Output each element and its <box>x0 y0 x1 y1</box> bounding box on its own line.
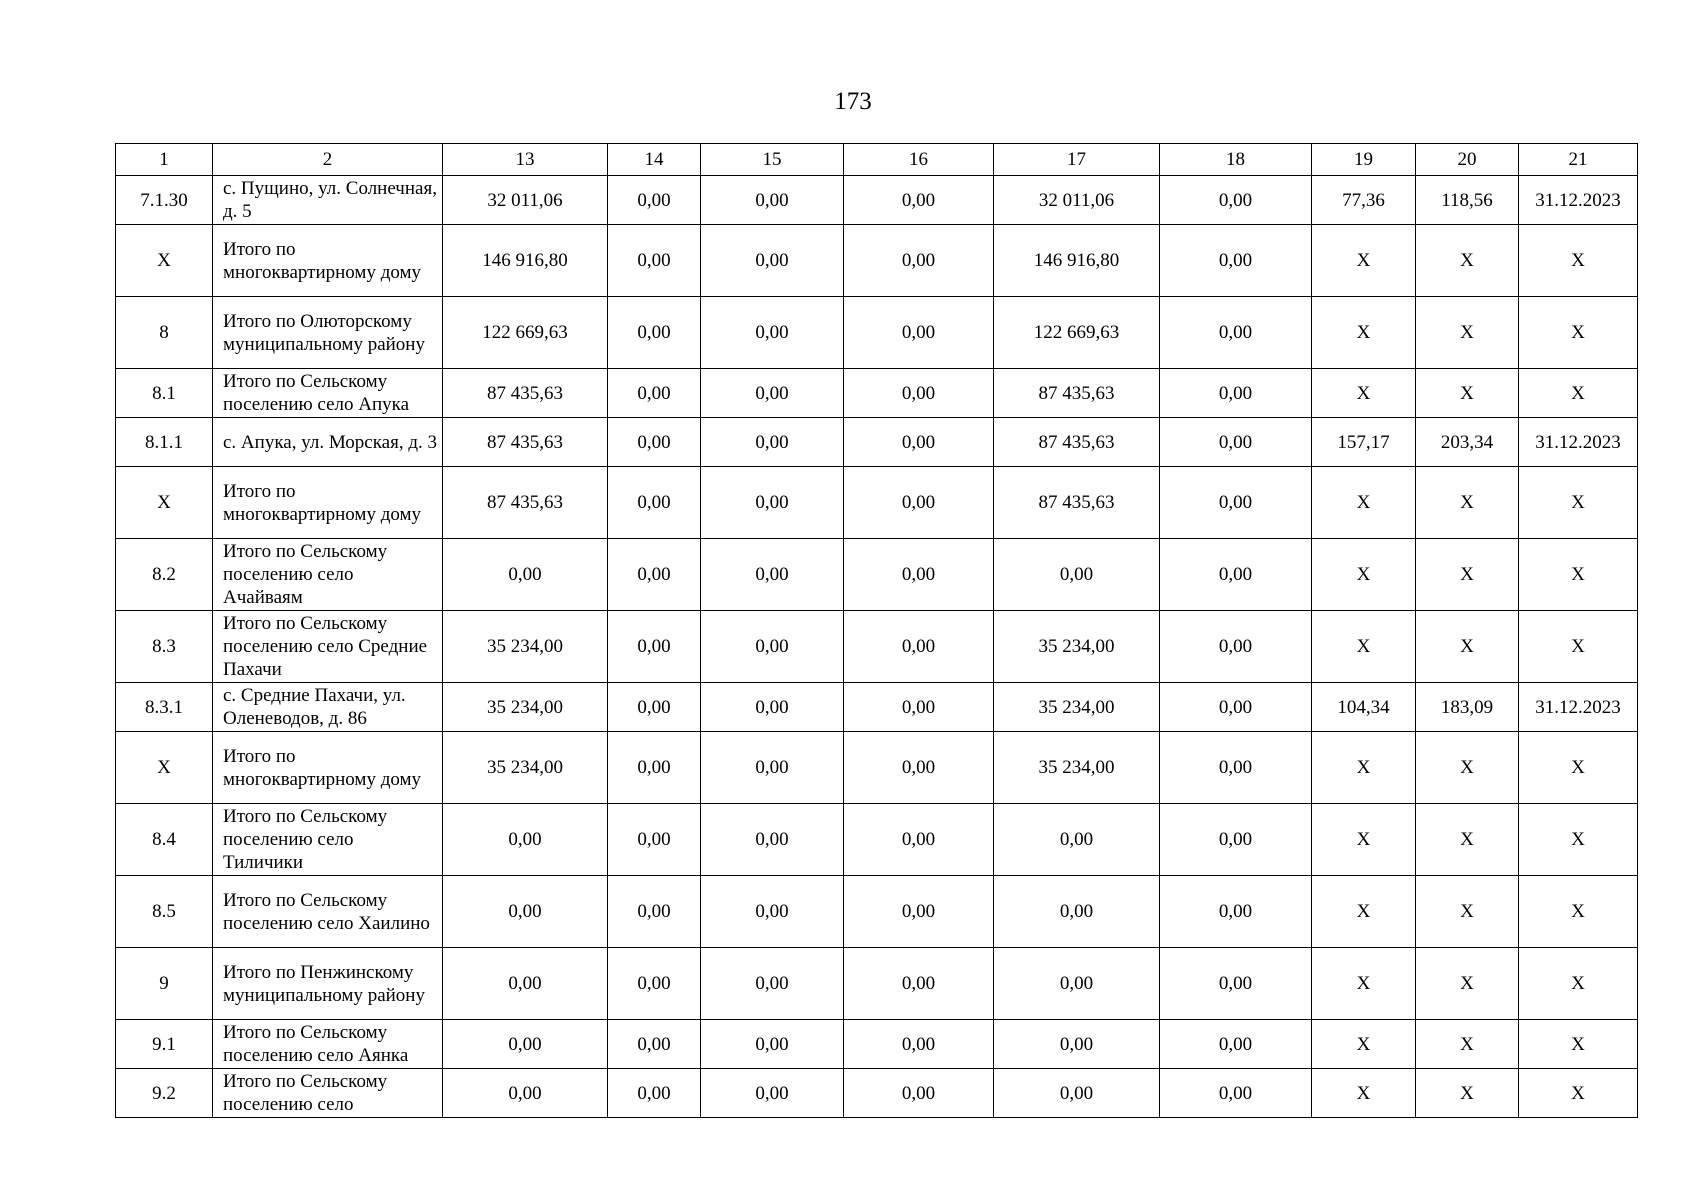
col-14-value: 0,00 <box>608 467 701 539</box>
table-row <box>116 876 1638 948</box>
header-row <box>116 144 1638 176</box>
col-20-value: X <box>1416 225 1519 297</box>
col-14-value: 0,00 <box>608 539 701 611</box>
col-13-value: 87 435,63 <box>443 418 608 467</box>
row-number: 9.2 <box>116 1069 213 1118</box>
col-18-value: 0,00 <box>1160 369 1312 418</box>
col-16-value: 0,00 <box>844 948 994 1020</box>
col-17-value: 0,00 <box>994 539 1160 611</box>
col-21-value: X <box>1519 611 1638 683</box>
col-13-value: 35 234,00 <box>443 611 608 683</box>
row-number: X <box>116 732 213 804</box>
col-18-value: 0,00 <box>1160 611 1312 683</box>
col-18-value: 0,00 <box>1160 1069 1312 1118</box>
col-19-value: X <box>1312 297 1416 369</box>
col-14-value: 0,00 <box>608 297 701 369</box>
col-15-value: 0,00 <box>701 418 844 467</box>
col-16-value: 0,00 <box>844 467 994 539</box>
col-20-value: X <box>1416 1020 1519 1069</box>
table-row <box>116 539 1638 611</box>
col-20-value: X <box>1416 467 1519 539</box>
col-20-value: X <box>1416 804 1519 876</box>
col-17-value: 146 916,80 <box>994 225 1160 297</box>
table-row <box>116 732 1638 804</box>
column-header: 16 <box>844 144 994 176</box>
col-17-value: 87 435,63 <box>994 467 1160 539</box>
col-16-value: 0,00 <box>844 297 994 369</box>
col-14-value: 0,00 <box>608 418 701 467</box>
col-13-value: 0,00 <box>443 539 608 611</box>
col-13-value: 0,00 <box>443 948 608 1020</box>
col-21-value: X <box>1519 467 1638 539</box>
col-19-value: X <box>1312 732 1416 804</box>
col-14-value: 0,00 <box>608 369 701 418</box>
col-18-value: 0,00 <box>1160 539 1312 611</box>
col-15-value: 0,00 <box>701 948 844 1020</box>
row-number: 8.3 <box>116 611 213 683</box>
table-row <box>116 369 1638 418</box>
col-14-value: 0,00 <box>608 1069 701 1118</box>
col-15-value: 0,00 <box>701 225 844 297</box>
table-row <box>116 683 1638 732</box>
col-15-value: 0,00 <box>701 176 844 225</box>
col-17-value: 0,00 <box>994 1020 1160 1069</box>
col-18-value: 0,00 <box>1160 297 1312 369</box>
col-20-value: X <box>1416 948 1519 1020</box>
col-20-value: X <box>1416 732 1519 804</box>
column-header: 19 <box>1312 144 1416 176</box>
col-13-value: 0,00 <box>443 1069 608 1118</box>
col-21-value: 31.12.2023 <box>1519 176 1638 225</box>
col-15-value: 0,00 <box>701 804 844 876</box>
row-number: 8 <box>116 297 213 369</box>
column-header: 2 <box>213 144 443 176</box>
col-18-value: 0,00 <box>1160 418 1312 467</box>
data-table <box>115 143 1638 1118</box>
col-17-value: 87 435,63 <box>994 418 1160 467</box>
row-number: 9 <box>116 948 213 1020</box>
col-19-value: X <box>1312 804 1416 876</box>
col-18-value: 0,00 <box>1160 225 1312 297</box>
col-20-value: X <box>1416 611 1519 683</box>
row-number: X <box>116 467 213 539</box>
col-20-value: X <box>1416 369 1519 418</box>
table-row <box>116 1069 1638 1118</box>
col-14-value: 0,00 <box>608 804 701 876</box>
col-20-value: 118,56 <box>1416 176 1519 225</box>
row-number: 9.1 <box>116 1020 213 1069</box>
col-18-value: 0,00 <box>1160 804 1312 876</box>
col-20-value: 183,09 <box>1416 683 1519 732</box>
col-17-value: 0,00 <box>994 1069 1160 1118</box>
table-body <box>116 144 1638 1118</box>
col-17-value: 0,00 <box>994 804 1160 876</box>
col-13-value: 87 435,63 <box>443 369 608 418</box>
col-18-value: 0,00 <box>1160 683 1312 732</box>
col-16-value: 0,00 <box>844 539 994 611</box>
col-17-value: 87 435,63 <box>994 369 1160 418</box>
col-21-value: X <box>1519 369 1638 418</box>
row-name: Итого по многоквартирному дому <box>213 467 443 539</box>
col-21-value: X <box>1519 225 1638 297</box>
col-18-value: 0,00 <box>1160 876 1312 948</box>
row-number: 8.4 <box>116 804 213 876</box>
col-15-value: 0,00 <box>701 1069 844 1118</box>
row-name: Итого по Пенжинскому муниципальному району <box>213 948 443 1020</box>
col-16-value: 0,00 <box>844 683 994 732</box>
row-name: Итого по Сельскому поселению село Апука <box>213 369 443 418</box>
row-name: Итого по Олюторскому муниципальному району <box>213 297 443 369</box>
col-19-value: X <box>1312 225 1416 297</box>
column-header: 1 <box>116 144 213 176</box>
col-14-value: 0,00 <box>608 225 701 297</box>
col-19-value: X <box>1312 539 1416 611</box>
row-name: с. Средние Пахачи, ул. Оленеводов, д. 86 <box>213 683 443 732</box>
col-13-value: 0,00 <box>443 876 608 948</box>
column-header: 15 <box>701 144 844 176</box>
table-row <box>116 804 1638 876</box>
col-15-value: 0,00 <box>701 683 844 732</box>
row-number: X <box>116 225 213 297</box>
col-15-value: 0,00 <box>701 467 844 539</box>
column-header: 18 <box>1160 144 1312 176</box>
col-19-value: X <box>1312 1069 1416 1118</box>
col-13-value: 35 234,00 <box>443 683 608 732</box>
col-15-value: 0,00 <box>701 539 844 611</box>
row-name: Итого по многоквартирному дому <box>213 225 443 297</box>
col-15-value: 0,00 <box>701 732 844 804</box>
col-21-value: X <box>1519 1020 1638 1069</box>
col-21-value: X <box>1519 876 1638 948</box>
col-17-value: 122 669,63 <box>994 297 1160 369</box>
table-row <box>116 297 1638 369</box>
row-name: Итого по Сельскому поселению село Тиличики <box>213 804 443 876</box>
col-19-value: X <box>1312 611 1416 683</box>
col-16-value: 0,00 <box>844 176 994 225</box>
col-21-value: X <box>1519 948 1638 1020</box>
col-14-value: 0,00 <box>608 611 701 683</box>
row-number: 8.1 <box>116 369 213 418</box>
table-row <box>116 418 1638 467</box>
col-13-value: 0,00 <box>443 1020 608 1069</box>
column-header: 13 <box>443 144 608 176</box>
col-13-value: 35 234,00 <box>443 732 608 804</box>
col-16-value: 0,00 <box>844 876 994 948</box>
col-16-value: 0,00 <box>844 1020 994 1069</box>
col-14-value: 0,00 <box>608 1020 701 1069</box>
col-18-value: 0,00 <box>1160 732 1312 804</box>
col-19-value: X <box>1312 369 1416 418</box>
row-number: 8.3.1 <box>116 683 213 732</box>
col-16-value: 0,00 <box>844 1069 994 1118</box>
row-name: Итого по Сельскому поселению село Средние Пахачи <box>213 611 443 683</box>
column-header: 14 <box>608 144 701 176</box>
col-16-value: 0,00 <box>844 418 994 467</box>
col-13-value: 87 435,63 <box>443 467 608 539</box>
col-14-value: 0,00 <box>608 948 701 1020</box>
col-21-value: X <box>1519 1069 1638 1118</box>
table-row <box>116 611 1638 683</box>
col-18-value: 0,00 <box>1160 948 1312 1020</box>
col-19-value: X <box>1312 948 1416 1020</box>
col-17-value: 35 234,00 <box>994 683 1160 732</box>
col-21-value: X <box>1519 539 1638 611</box>
row-name: Итого по Сельскому поселению село Ачайваям <box>213 539 443 611</box>
col-19-value: X <box>1312 876 1416 948</box>
column-header: 17 <box>994 144 1160 176</box>
col-20-value: X <box>1416 1069 1519 1118</box>
table-row <box>116 467 1638 539</box>
column-header: 21 <box>1519 144 1638 176</box>
page-number: 173 <box>834 88 872 115</box>
col-17-value: 0,00 <box>994 948 1160 1020</box>
col-17-value: 35 234,00 <box>994 611 1160 683</box>
col-20-value: X <box>1416 876 1519 948</box>
col-15-value: 0,00 <box>701 297 844 369</box>
col-15-value: 0,00 <box>701 369 844 418</box>
row-name: с. Апука, ул. Морская, д. 3 <box>213 418 443 467</box>
col-16-value: 0,00 <box>844 804 994 876</box>
col-21-value: X <box>1519 732 1638 804</box>
col-21-value: X <box>1519 297 1638 369</box>
col-13-value: 32 011,06 <box>443 176 608 225</box>
col-19-value: 104,34 <box>1312 683 1416 732</box>
col-14-value: 0,00 <box>608 732 701 804</box>
col-15-value: 0,00 <box>701 876 844 948</box>
row-number: 8.2 <box>116 539 213 611</box>
table-row <box>116 225 1638 297</box>
col-19-value: 77,36 <box>1312 176 1416 225</box>
col-21-value: 31.12.2023 <box>1519 418 1638 467</box>
col-16-value: 0,00 <box>844 732 994 804</box>
col-21-value: 31.12.2023 <box>1519 683 1638 732</box>
row-name: Итого по Сельскому поселению село Хаилино <box>213 876 443 948</box>
col-17-value: 32 011,06 <box>994 176 1160 225</box>
row-number: 7.1.30 <box>116 176 213 225</box>
col-19-value: X <box>1312 467 1416 539</box>
row-number: 8.1.1 <box>116 418 213 467</box>
col-19-value: X <box>1312 1020 1416 1069</box>
col-14-value: 0,00 <box>608 683 701 732</box>
col-16-value: 0,00 <box>844 611 994 683</box>
col-20-value: 203,34 <box>1416 418 1519 467</box>
row-name: Итого по Сельскому поселению село <box>213 1069 443 1118</box>
col-18-value: 0,00 <box>1160 467 1312 539</box>
table-row <box>116 176 1638 225</box>
col-21-value: X <box>1519 804 1638 876</box>
table-row <box>116 1020 1638 1069</box>
col-16-value: 0,00 <box>844 369 994 418</box>
row-name: с. Пущино, ул. Солнечная, д. 5 <box>213 176 443 225</box>
col-16-value: 0,00 <box>844 225 994 297</box>
row-name: Итого по Сельскому поселению село Аянка <box>213 1020 443 1069</box>
col-18-value: 0,00 <box>1160 1020 1312 1069</box>
col-17-value: 35 234,00 <box>994 732 1160 804</box>
col-14-value: 0,00 <box>608 876 701 948</box>
col-15-value: 0,00 <box>701 1020 844 1069</box>
row-name: Итого по многоквартирному дому <box>213 732 443 804</box>
col-20-value: X <box>1416 539 1519 611</box>
col-17-value: 0,00 <box>994 876 1160 948</box>
col-15-value: 0,00 <box>701 611 844 683</box>
col-13-value: 146 916,80 <box>443 225 608 297</box>
table-row <box>116 948 1638 1020</box>
col-13-value: 122 669,63 <box>443 297 608 369</box>
column-header: 20 <box>1416 144 1519 176</box>
col-13-value: 0,00 <box>443 804 608 876</box>
col-14-value: 0,00 <box>608 176 701 225</box>
col-20-value: X <box>1416 297 1519 369</box>
col-18-value: 0,00 <box>1160 176 1312 225</box>
col-19-value: 157,17 <box>1312 418 1416 467</box>
row-number: 8.5 <box>116 876 213 948</box>
